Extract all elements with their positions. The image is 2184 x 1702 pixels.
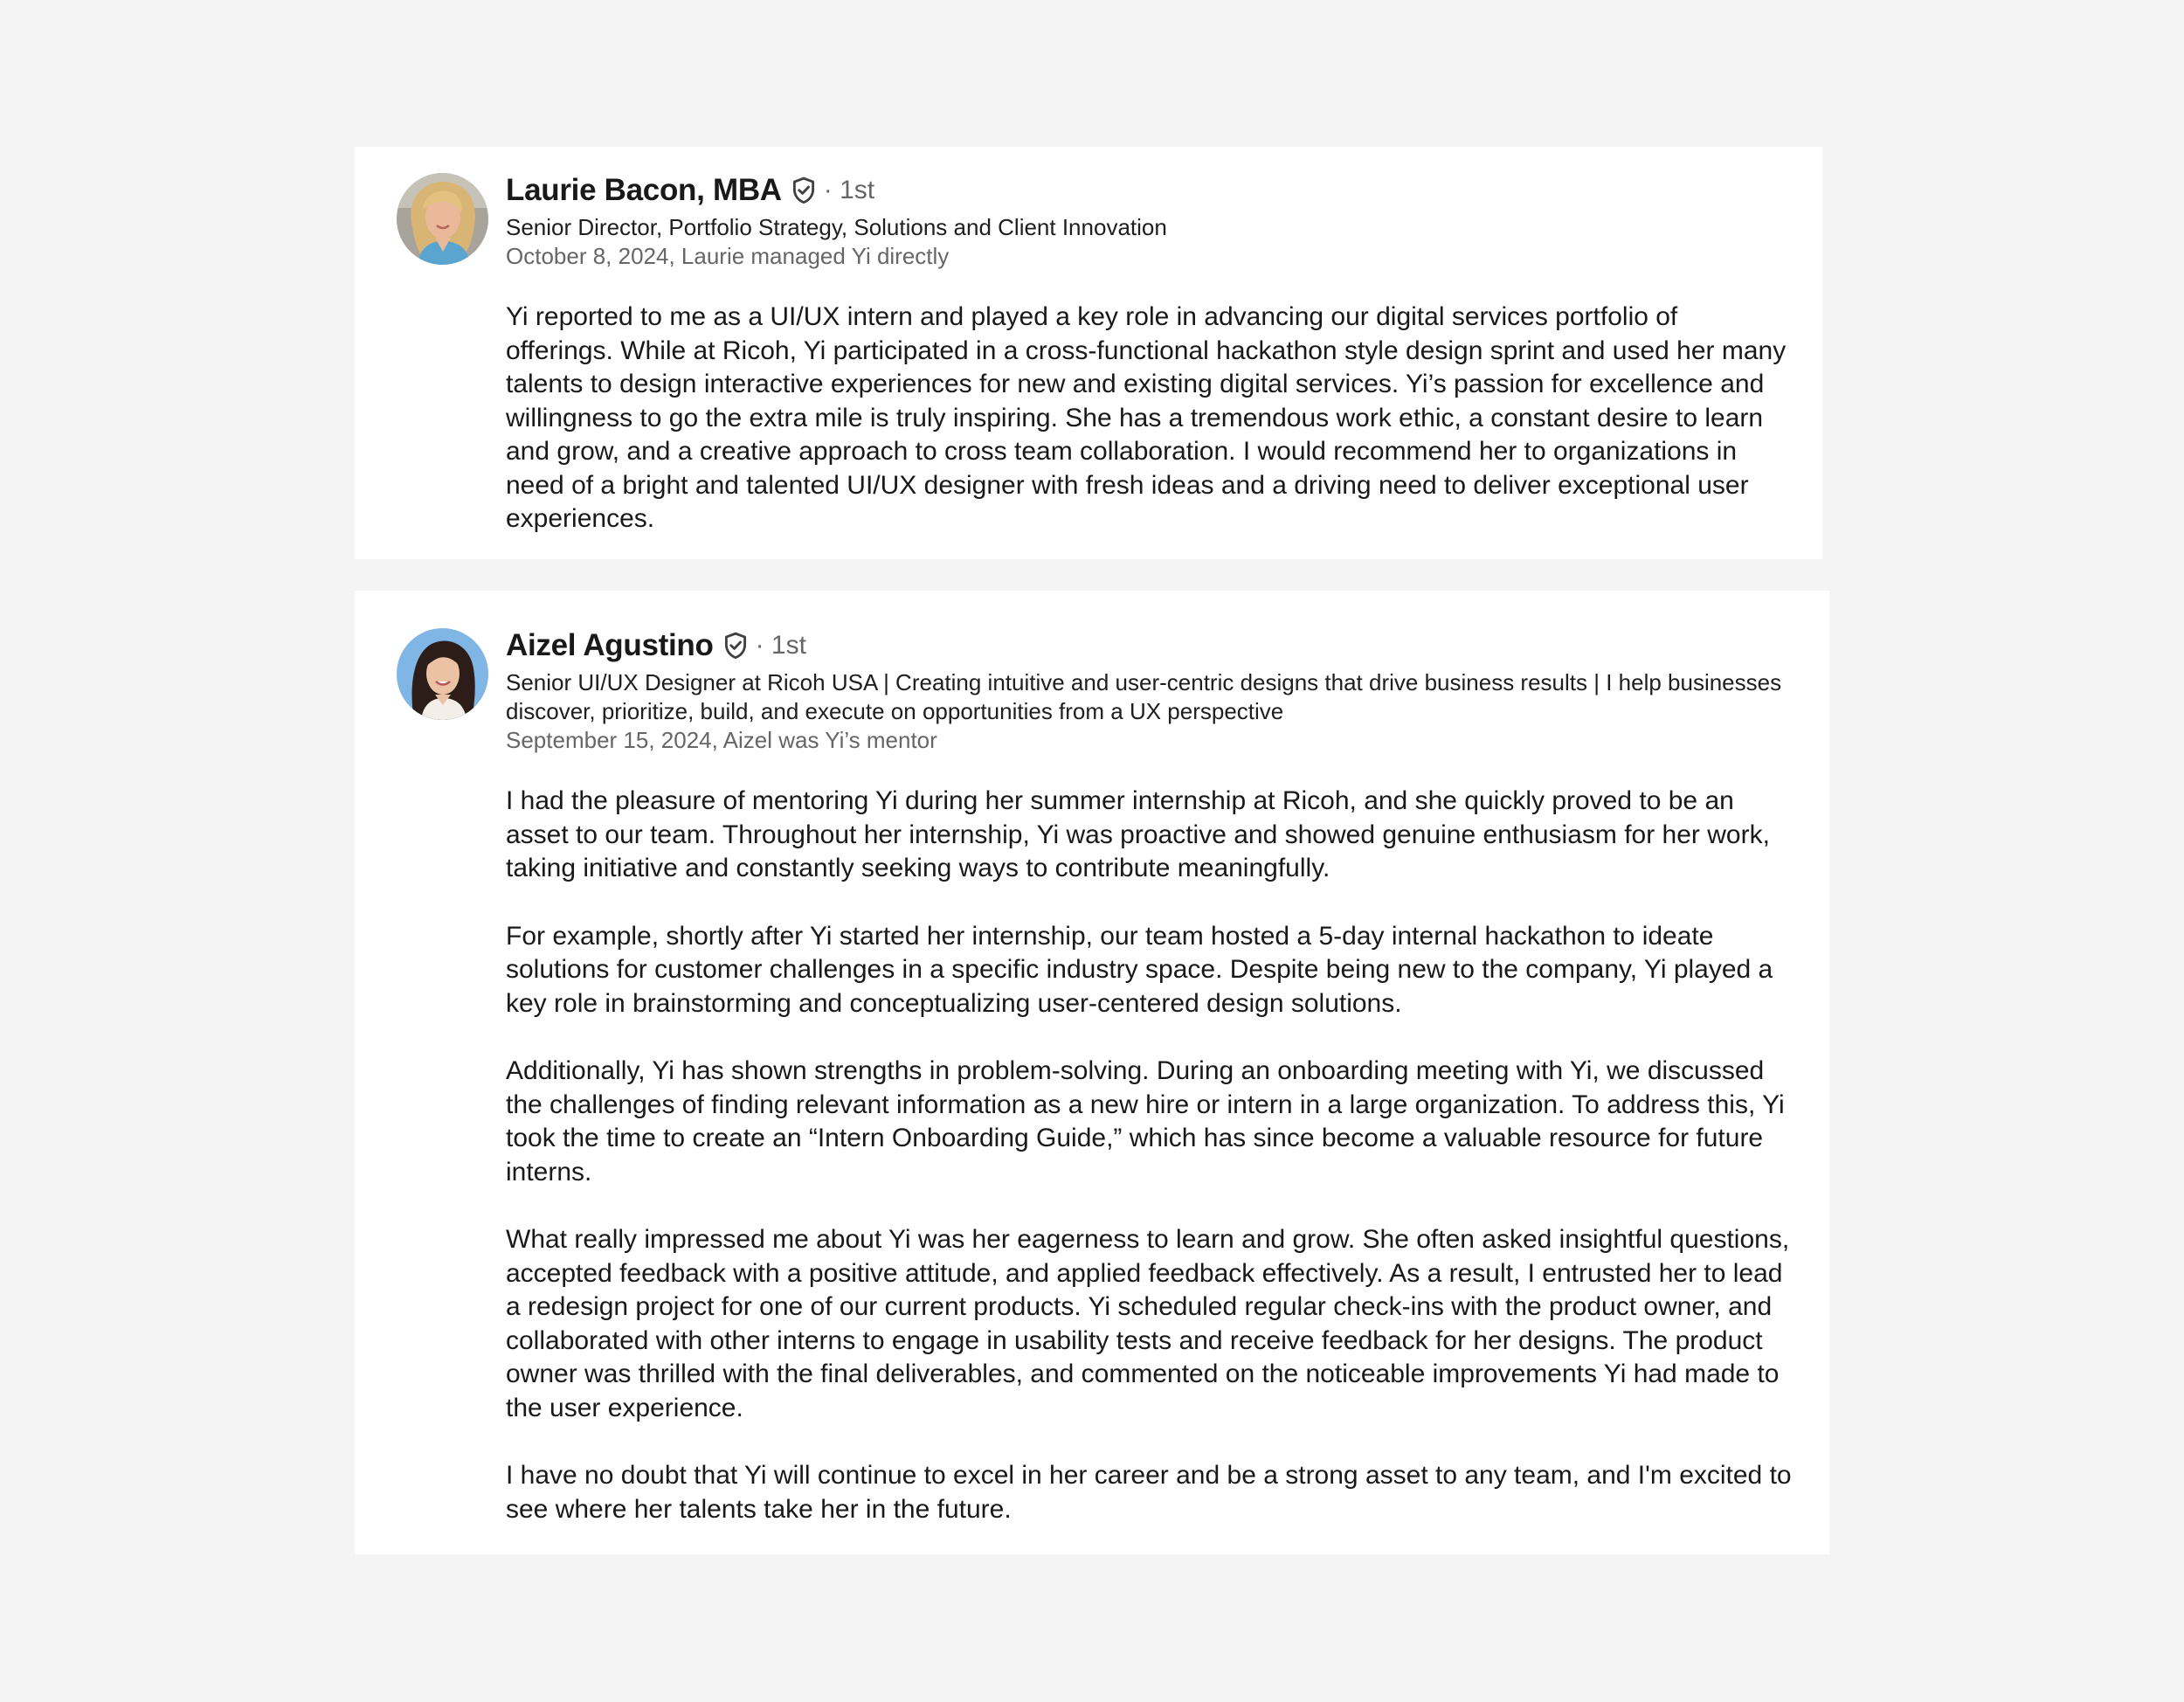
verified-shield-icon [721,631,750,661]
recommendation-card [355,147,1822,559]
avatar[interactable] [397,173,488,265]
recommendation-content [506,626,1794,1526]
recommendation-text [506,785,1794,1526]
recommendation-paragraph: Additionally, Yi has shown strengths in problem-solving. During an onboarding meeting with Yi, we discussed the challenges of finding relevant information as a new hire or intern in a large organization. To address this, Yi took the time to create an “Intern Onboarding Guide,” which has since become a valuable resource for future interns. [506,1056,1785,1187]
recommendation-date-relationship: September 15, 2024, Aizel was Yi’s mentor [506,727,937,753]
verified-shield-icon [789,176,819,205]
recommendation-date-relationship: October 8, 2024, Laurie managed Yi directly [506,243,950,269]
avatar[interactable] [397,628,488,720]
recommender-name[interactable]: Aizel Agustino [506,628,714,662]
recommendation-content [506,171,1787,536]
recommendation-text [506,301,1787,536]
recommender-header [506,171,1787,210]
recommender-header [506,626,1794,665]
connection-degree: · 1st [755,631,806,660]
recommender-headline: Senior UI/UX Designer at Ricoh USA | Creating intuitive and user-centric designs that drive business results | I help businesses discover, prioritize, build, and execute on opportunities from a UX perspective [506,669,1782,724]
recommendation-paragraph: I had the pleasure of mentoring Yi during her summer internship at Ricoh, and she quickly proved to be an asset to our team. Throughout her internship, Yi was proactive and showed genuine enthusiasm for her work, taking initiative and constantly seeking ways to contribute meaningfully. [506,786,1770,882]
recommender-headline: Senior Director, Portfolio Strategy, Solutions and Client Innovation [506,214,1167,240]
recommendation-paragraph: For example, shortly after Yi started her internship, our team hosted a 5-day internal hackathon to ideate solutions for customer challenges in a specific industry space. Despite being new to the company, Yi played a key role in brainstorming and conceptualizing user-centered design solutions. [506,921,1773,1018]
recommendation-paragraph: Yi reported to me as a UI/UX intern and played a key role in advancing our digital services portfolio of offerings. While at Ricoh, Yi participated in a cross-functional hackathon style design sprint and used her many talents to design interactive experiences for new and existing digital services. Yi’s passion for excellence and willingness to go the extra mile is truly inspiring. She has a tremendous work ethic, a constant desire to learn and grow, and a creative approach to cross team collaboration. I would recommend her to organizations in need of a bright and talented UI/UX designer with fresh ideas and a driving need to deliver exceptional user experiences. [506,302,1787,533]
recommender-name[interactable]: Laurie Bacon, MBA [506,173,782,207]
connection-degree: · 1st [823,176,875,204]
recommendation-card [355,591,1829,1554]
recommendation-paragraph: I have no doubt that Yi will continue to excel in her career and be a strong asset to any team, and I'm excited to see where her talents take her in the future. [506,1461,1792,1524]
recommendation-paragraph: What really impressed me about Yi was her eagerness to learn and grow. She often asked insightful questions, accepted feedback with a positive attitude, and applied feedback effectively. As a result, I entrusted her to lead a redesign project for one of our current products. Yi scheduled regular check-ins with the product owner, and collaborated with other interns to engage in usability tests and receive feedback for her designs. The product owner was thrilled with the final deliverables, and commented on the noticeable improvements Yi had made to the user experience. [506,1225,1790,1422]
